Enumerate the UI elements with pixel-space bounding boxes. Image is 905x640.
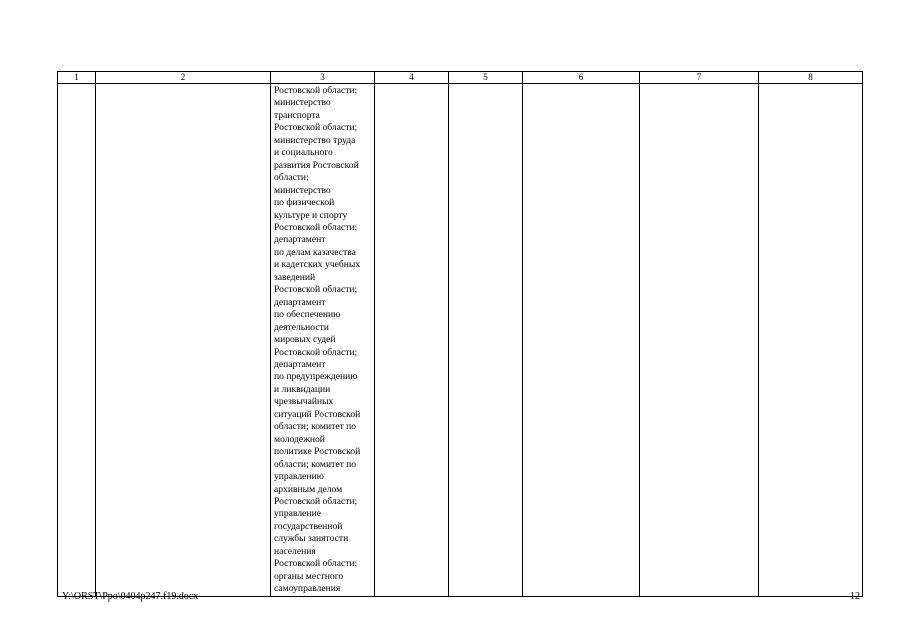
cell-col-6-text bbox=[523, 84, 639, 85]
cell-col-8-text bbox=[759, 84, 862, 85]
column-header-6: 6 bbox=[523, 72, 640, 84]
cell-col-8 bbox=[759, 84, 863, 597]
cell-col-5 bbox=[449, 84, 523, 597]
footer-file-path: Y:\ORST\Ppo\0404p247.f19.docx bbox=[62, 591, 199, 602]
column-header-5: 5 bbox=[449, 72, 523, 84]
cell-col-4 bbox=[375, 84, 449, 597]
cell-col-7-text bbox=[640, 84, 758, 85]
column-header-8: 8 bbox=[759, 72, 863, 84]
column-header-2: 2 bbox=[96, 72, 271, 84]
cell-col-7 bbox=[640, 84, 759, 597]
responsible-executors-text: Ростовской области; министерство транспорта Ростовской области; министерство труда и социального развития Ростовской области; министерство по физической культуре и спорту Ростовской области; департамент по делам казачества и кадетских учебных заведений Ростовской области; департамент по обеспечению деятельности мировых судей Ростовской области; департамент по предупреждению и ликвидации чрезвычайных ситуаций Ростовской области; комитет по молодежной политике Ростовской области; комитет по управлению архивным делом Ростовской области; управление государственной службы занятости населения Ростовской области; органы местного самоуправления bbox=[274, 85, 361, 595]
column-header-4: 4 bbox=[375, 72, 449, 84]
column-header-3: 3 bbox=[271, 72, 375, 84]
document-table bbox=[57, 71, 863, 597]
page-number: 12 bbox=[850, 591, 860, 602]
cell-col-2 bbox=[96, 84, 271, 597]
cell-col-3 bbox=[271, 84, 375, 597]
cell-col-6 bbox=[523, 84, 640, 597]
cell-col-2-text bbox=[96, 84, 270, 85]
cell-col-1-text bbox=[58, 84, 95, 85]
cell-col-5-text bbox=[449, 84, 522, 85]
cell-col-4-text bbox=[375, 84, 448, 85]
header-row bbox=[58, 72, 863, 84]
table-row bbox=[58, 84, 863, 597]
column-header-1: 1 bbox=[58, 72, 96, 84]
column-header-7: 7 bbox=[640, 72, 759, 84]
cell-col-1 bbox=[58, 84, 96, 597]
